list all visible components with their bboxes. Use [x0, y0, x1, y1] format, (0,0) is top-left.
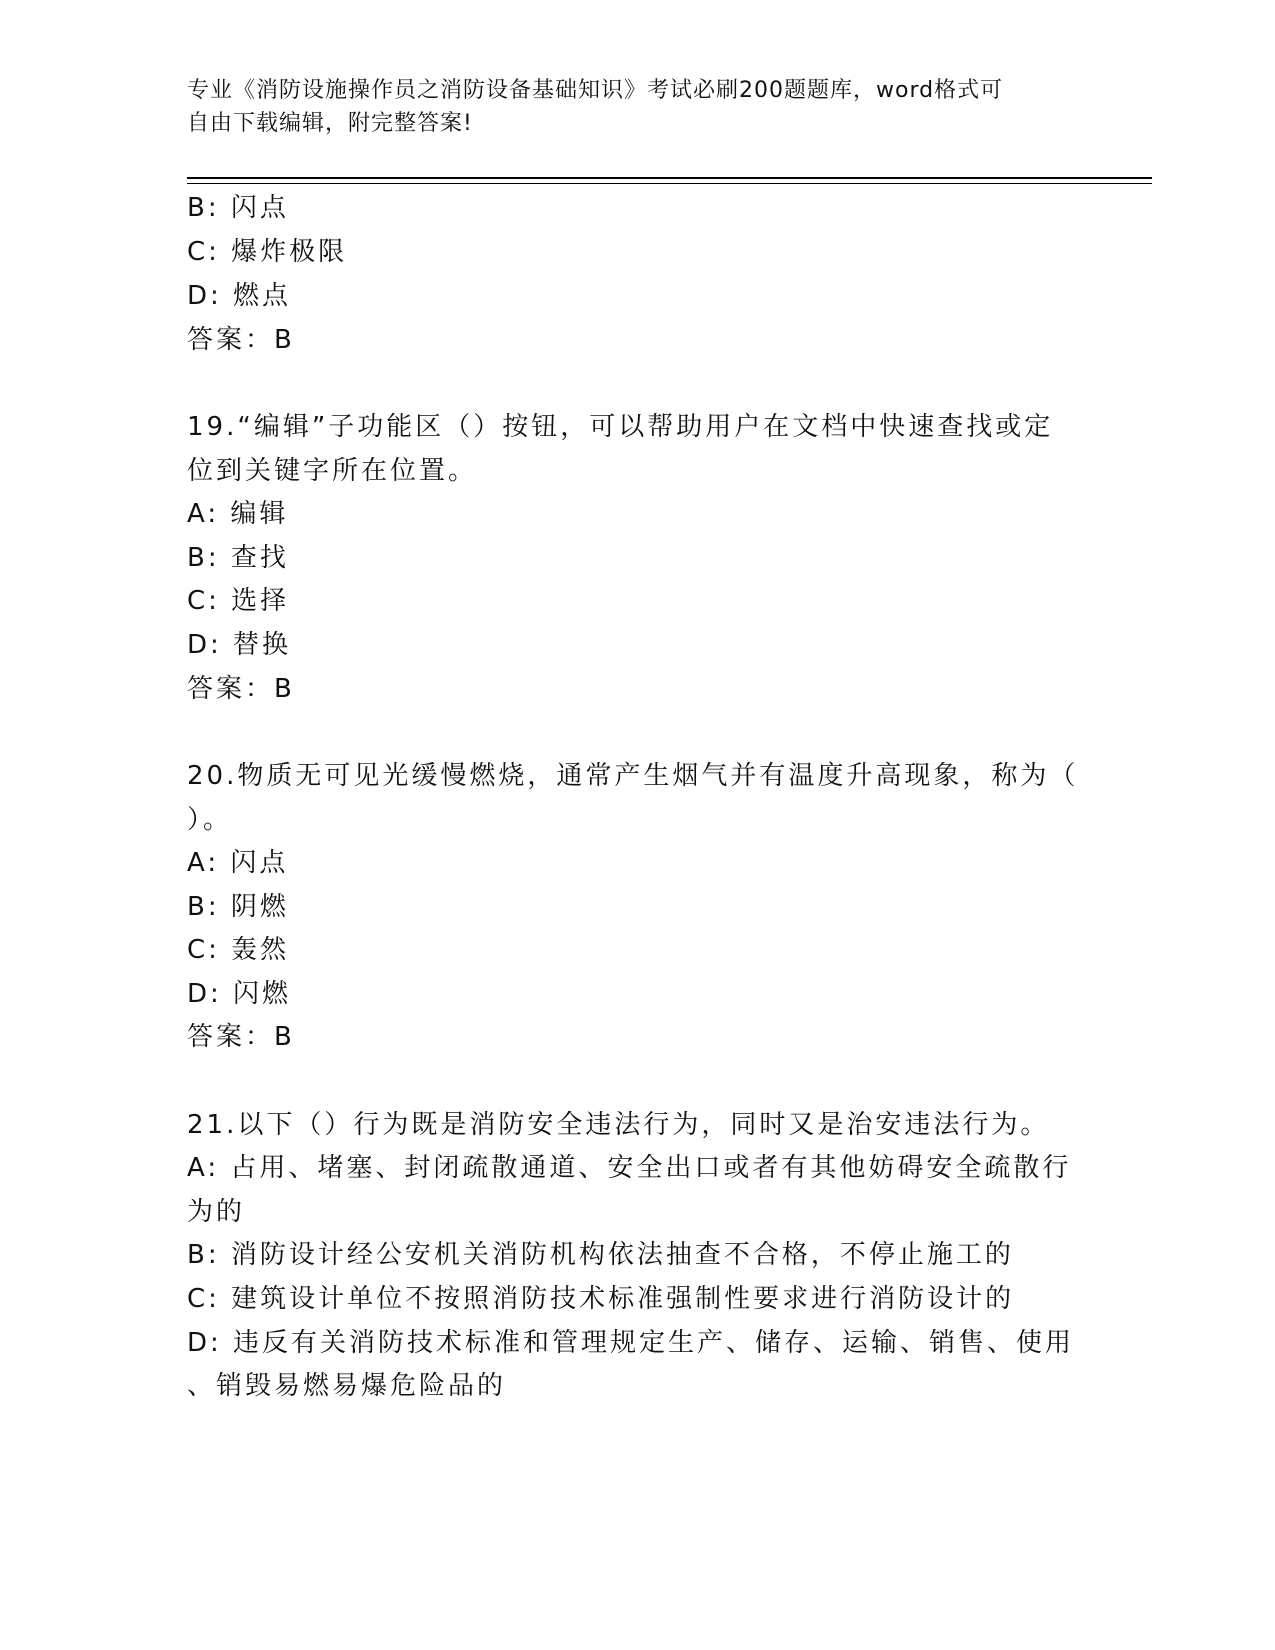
q20-option-b: B: 阴燃 — [187, 892, 289, 922]
header-rule-thick — [187, 177, 1152, 179]
q19-option-c: C: 选择 — [187, 586, 290, 616]
q19-option-b: B: 查找 — [187, 543, 289, 573]
q19-stem-line-2: 位到关键字所在位置。 — [187, 456, 478, 486]
q21-option-a-line-1: A: 占用、堵塞、封闭疏散通道、安全出口或者有其他妨碍安全疏散行 — [187, 1153, 1072, 1183]
q20-stem-line-1: 20.物质无可见光缓慢燃烧，通常产生烟气并有温度升高现象，称为（ — [187, 761, 1079, 791]
header-line-2: 自由下载编辑，附完整答案! — [187, 111, 473, 136]
document-header — [187, 74, 1067, 140]
q21-option-d-line-1: D: 违反有关消防技术标准和管理规定生产、储存、运输、销售、使用 — [187, 1328, 1075, 1358]
q21-option-d-line-2: 、销毁易燃易爆危险品的 — [187, 1371, 507, 1401]
q21-option-b: B: 消防设计经公安机关消防机构依法抽查不合格，不停止施工的 — [187, 1240, 1014, 1270]
q19-answer: 答案：B — [187, 674, 295, 704]
q20-option-d: D: 闪燃 — [187, 979, 292, 1009]
q18-option-c: C: 爆炸极限 — [187, 237, 348, 267]
q21-option-c: C: 建筑设计单位不按照消防技术标准强制性要求进行消防设计的 — [187, 1284, 1015, 1314]
q19-stem-line-1: 19.“编辑”子功能区（）按钮，可以帮助用户在文档中快速查找或定 — [187, 412, 1054, 442]
q21-option-a-line-2: 为的 — [187, 1197, 246, 1227]
q18-option-b: B: 闪点 — [187, 193, 289, 223]
q21-stem-line-1: 21.以下（）行为既是消防安全违法行为，同时又是治安违法行为。 — [187, 1110, 1050, 1140]
q18-option-d: D: 燃点 — [187, 281, 292, 311]
q19-option-d: D: 替换 — [187, 630, 292, 660]
q20-option-a: A: 闪点 — [187, 848, 289, 878]
q20-answer: 答案：B — [187, 1022, 295, 1052]
q20-stem-line-2: ）。 — [187, 805, 233, 835]
q18-answer: 答案：B — [187, 325, 295, 355]
q19-option-a: A: 编辑 — [187, 499, 289, 529]
q20-option-c: C: 轰然 — [187, 935, 290, 965]
header-line-1: 专业《消防设施操作员之消防设备基础知识》考试必刷200题题库，word格式可 — [187, 78, 1004, 103]
header-rule-thin — [187, 183, 1152, 184]
